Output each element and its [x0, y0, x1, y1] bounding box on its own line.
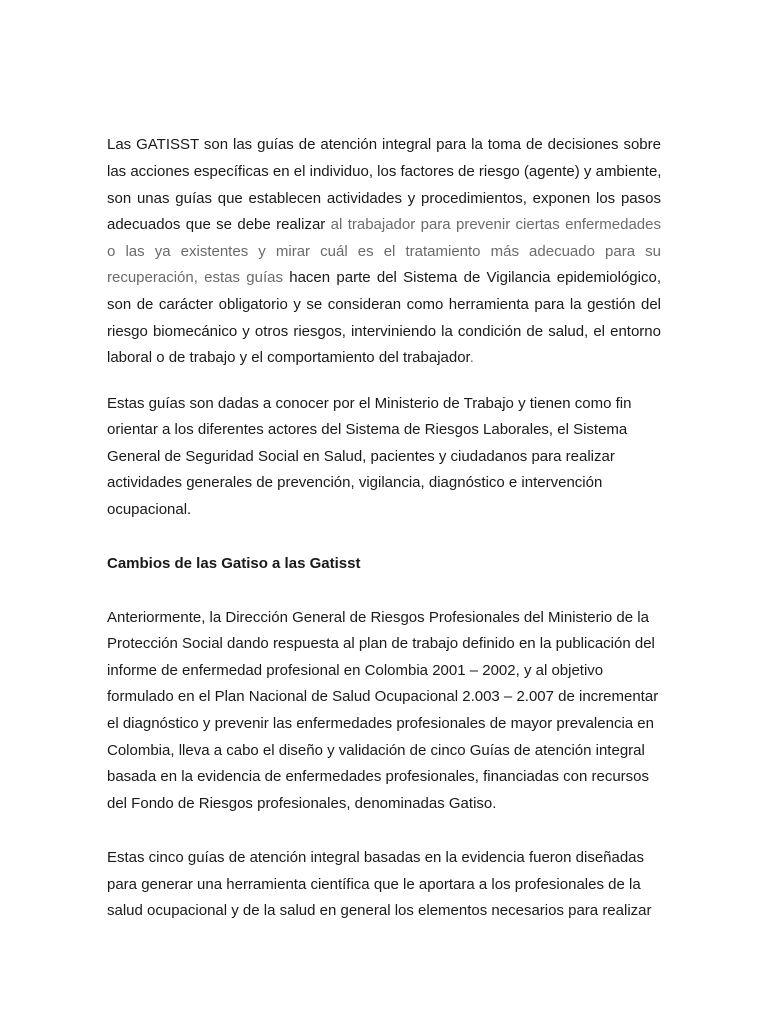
text-line	[107, 268, 661, 288]
text-line: del Fondo de Riesgos profesionales, denominadas Gatiso.	[107, 795, 497, 812]
text-line: son de carácter obligatorio y se consideran como herramienta para la gestión del	[107, 296, 661, 313]
text-line: Las GATISST son las guías de atención integral para la toma de decisiones sobre	[107, 136, 661, 153]
text-span: laboral o de trabajo y el comportamiento del trabajador	[107, 349, 470, 366]
text-line: para generar una herramienta científica que le aportara a los profesionales de la	[107, 876, 641, 893]
text-line: son unas guías que establecen actividades y procedimientos, exponen los pasos	[107, 190, 661, 207]
text-span: adecuados que se debe realizar	[107, 216, 331, 233]
text-line: Protección Social dando respuesta al plan de trabajo definido en la publicación del	[107, 635, 655, 652]
text-line: orientar a los diferentes actores del Sistema de Riesgos Laborales, el Sistema	[107, 421, 628, 438]
text-line	[107, 215, 661, 235]
text-span: hacen parte del Sistema de Vigilancia epidemiológico,	[289, 269, 661, 286]
text-span-gray: al trabajador para prevenir ciertas enfermedades	[330, 216, 661, 233]
text-span-gray: .	[469, 349, 474, 366]
text-line: riesgo biomecánico y otros riesgos, interviniendo la condición de salud, el entorno	[107, 323, 661, 340]
text-line: informe de enfermedad profesional en Colombia 2001 – 2002, y al objetivo	[107, 662, 604, 679]
text-line	[107, 348, 661, 368]
text-line: el diagnóstico y prevenir las enfermedades profesionales de mayor prevalencia en	[107, 715, 654, 732]
text-line: Estas guías son dadas a conocer por el Ministerio de Trabajo y tienen como fin	[107, 395, 632, 412]
text-line: Anteriormente, la Dirección General de Riesgos Profesionales del Ministerio de la	[107, 609, 649, 626]
text-line: formulado en el Plan Nacional de Salud Ocupacional 2.003 – 2.007 de incrementar	[107, 688, 659, 705]
text-line: salud ocupacional y de la salud en general los elementos necesarios para realizar	[107, 902, 652, 919]
text-line: Estas cinco guías de atención integral basadas en la evidencia fueron diseñadas	[107, 849, 645, 866]
text-line: Colombia, lleva a cabo el diseño y validación de cinco Guías de atención integral	[107, 742, 645, 759]
section-heading: Cambios de las Gatiso a las Gatisst	[107, 555, 361, 572]
text-line: General de Seguridad Social en Salud, pacientes y ciudadanos para realizar	[107, 448, 615, 465]
text-span-gray: recuperación, estas guías	[107, 269, 290, 286]
text-line: o las ya existentes y mirar cuál es el tratamiento más adecuado para su	[107, 243, 661, 260]
text-line: actividades generales de prevención, vigilancia, diagnóstico e intervención	[107, 474, 603, 491]
text-line: ocupacional.	[107, 501, 192, 518]
text-line: las acciones específicas en el individuo, los factores de riesgo (agente) y ambiente,	[107, 163, 662, 180]
text-line: basada en la evidencia de enfermedades profesionales, financiadas con recursos	[107, 768, 650, 785]
